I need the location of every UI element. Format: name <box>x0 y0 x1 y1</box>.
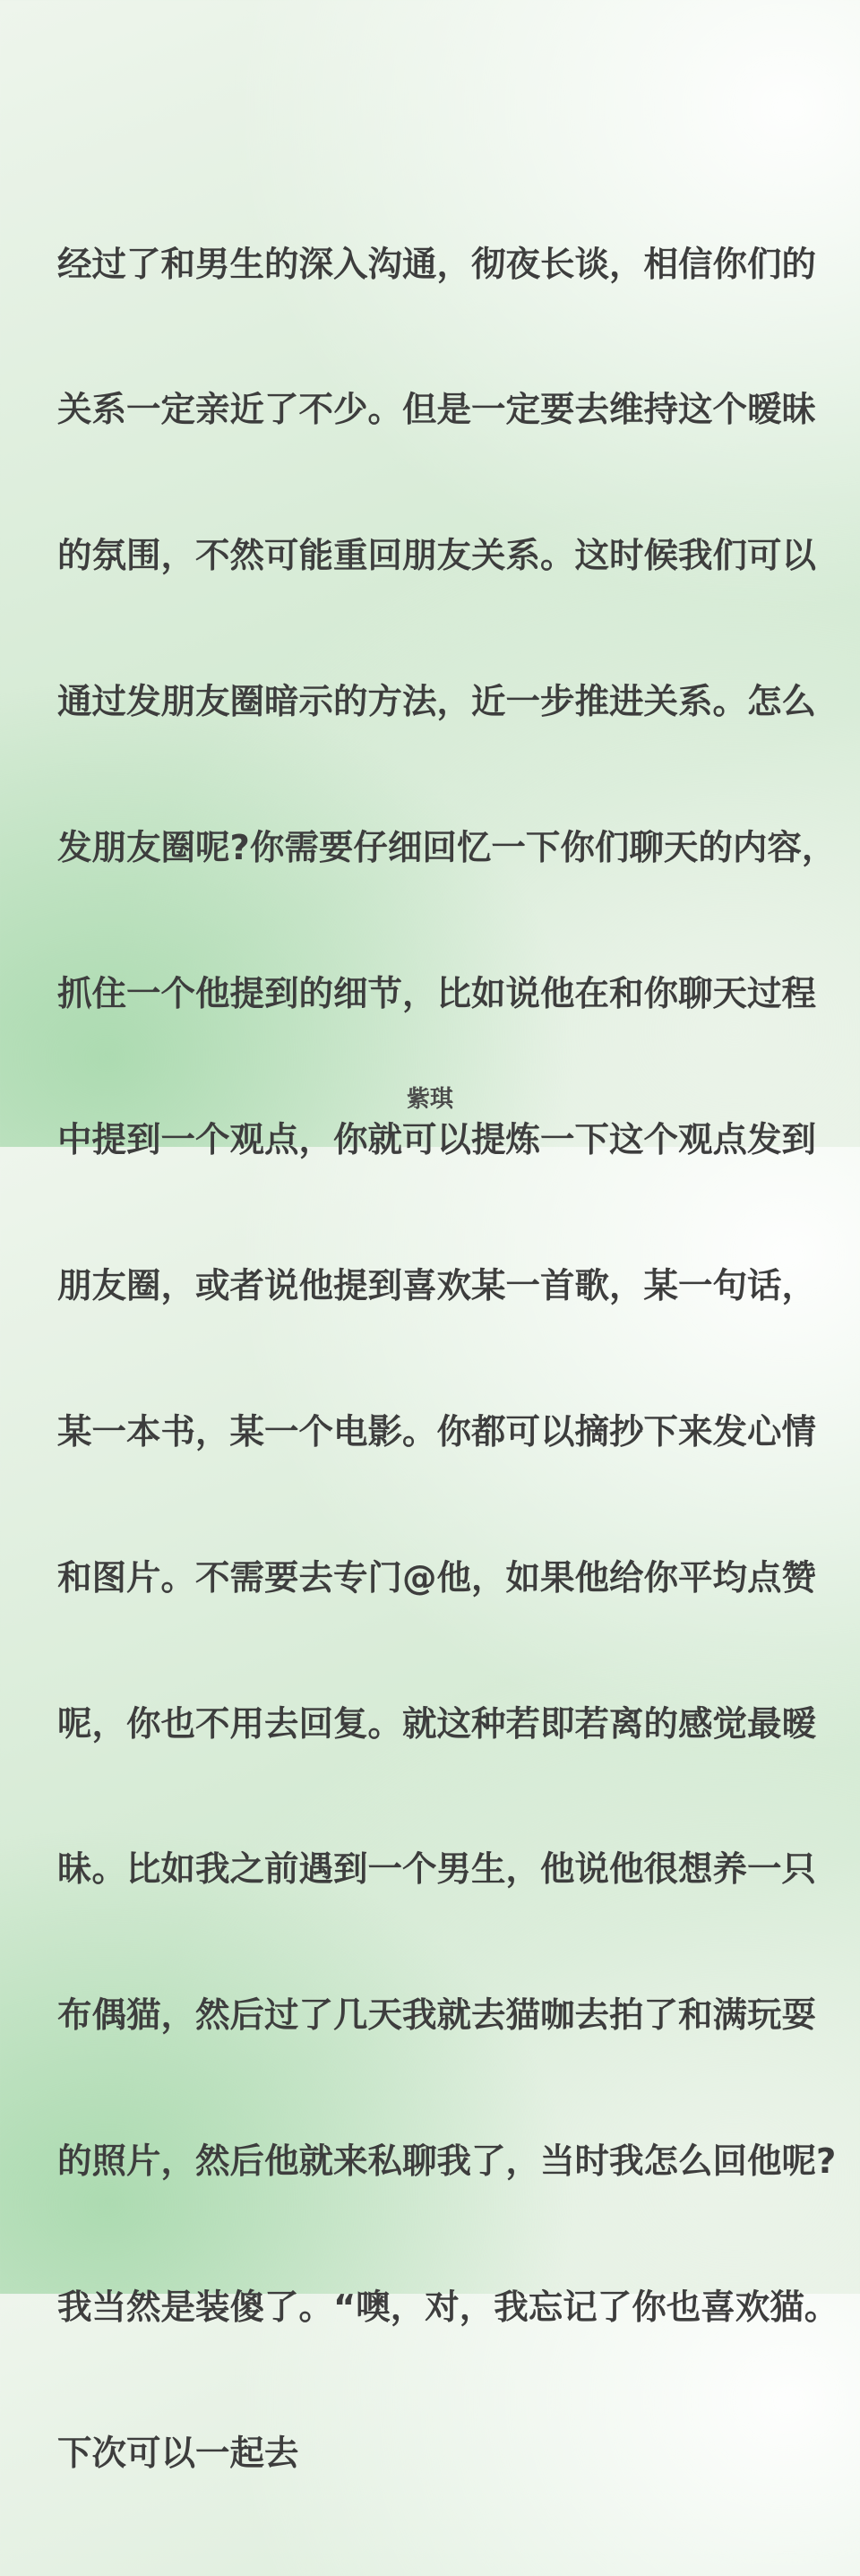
article-line: 的氛围，不然可能重回朋友关系。这时候我们可以 <box>57 536 817 577</box>
article-line: 我当然是装傻了。“噢，对，我忘记了你也喜欢猫。 <box>57 2287 839 2329</box>
article-line: 通过发朋友圈暗示的方法，近一步推进关系。怎么 <box>57 682 817 723</box>
article-line: 抓住一个他提到的细节，比如说他在和你聊天过程 <box>57 974 817 1015</box>
article-line: 下次可以一起去 <box>57 2433 299 2474</box>
article-line: 呢，你也不用去回复。就这种若即若离的感觉最暧 <box>57 1703 817 1745</box>
article-body <box>57 143 839 2576</box>
article-line: 发朋友圈呢?你需要仔细回忆一下你们聊天的内容， <box>57 828 837 869</box>
article-line: 朋友圈，或者说他提到喜欢某一首歌，某一句话， <box>57 1265 817 1306</box>
author-signature: 紫琪 <box>406 1086 453 1113</box>
article-line: 某一本书，某一个电影。你都可以摘抄下来发心情 <box>57 1411 817 1452</box>
article-line: 布偶猫，然后过了几天我就去猫咖去拍了和满玩耍 <box>57 1995 817 2037</box>
article-line: 中提到一个观点，你就可以提炼一下这个观点发到 <box>57 1119 817 1160</box>
article-line: 的照片，然后他就来私聊我了，当时我怎么回他呢? <box>57 2141 837 2183</box>
article-line: 经过了和男生的深入沟通，彻夜长谈，相信你们的 <box>57 244 817 285</box>
article-line: 昧。比如我之前遇到一个男生，他说他很想养一只 <box>57 1849 817 1891</box>
article-line: 和图片。不需要去专门@他，如果他给你平均点赞 <box>57 1557 817 1598</box>
article-line: 关系一定亲近了不少。但是一定要去维持这个暧昧 <box>57 390 817 431</box>
